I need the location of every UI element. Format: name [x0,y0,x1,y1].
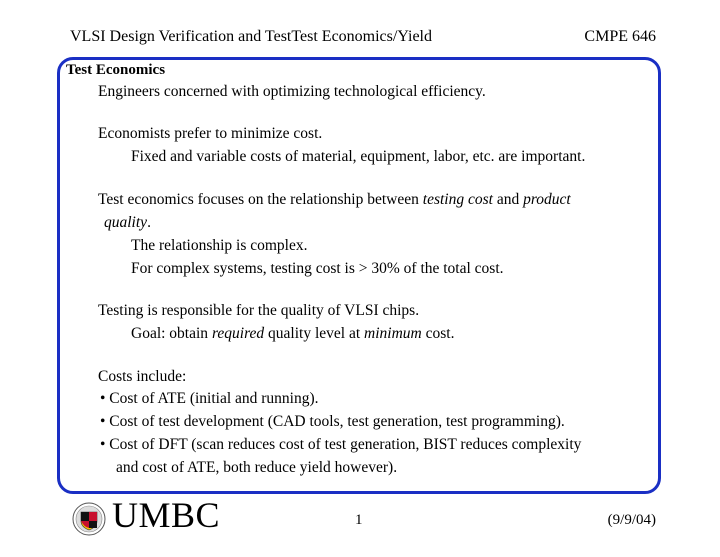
header-title: VLSI Design Verification and TestTest Economics/Yield [70,28,432,45]
line-testing-responsible: Testing is responsible for the quality of VLSI chips. [98,302,420,319]
line-test-economics-cont: quality. [104,214,151,231]
footer-logo-text: UMBC [112,495,221,535]
line-economists: Economists prefer to minimize cost. [98,125,323,142]
line-engineers: Engineers concerned with optimizing technological efficiency. [98,83,486,100]
section-title: Test Economics [66,62,166,78]
line-goal: Goal: obtain required quality level at minimum cost. [131,325,455,342]
bullet-ate: • Cost of ATE (initial and running). [100,390,319,407]
university-seal-icon [72,502,106,536]
line-fixed-costs: Fixed and variable costs of material, equipment, labor, etc. are important. [131,148,586,165]
footer-date: (9/9/04) [607,512,656,528]
line-test-economics: Test economics focuses on the relationship between testing cost and product [98,191,571,208]
header-course: CMPE 646 [584,28,656,45]
line-costs-include: Costs include: [98,368,187,385]
bullet-test-development: • Cost of test development (CAD tools, test generation, test programming). [100,413,565,430]
bullet-dft-cont: and cost of ATE, both reduce yield however). [116,459,398,476]
line-relationship: The relationship is complex. [131,237,308,254]
bullet-dft: • Cost of DFT (scan reduces cost of test generation, BIST reduces complexity [100,436,582,453]
page-number: 1 [355,512,363,528]
line-complex-systems: For complex systems, testing cost is > 30% of the total cost. [131,260,504,277]
